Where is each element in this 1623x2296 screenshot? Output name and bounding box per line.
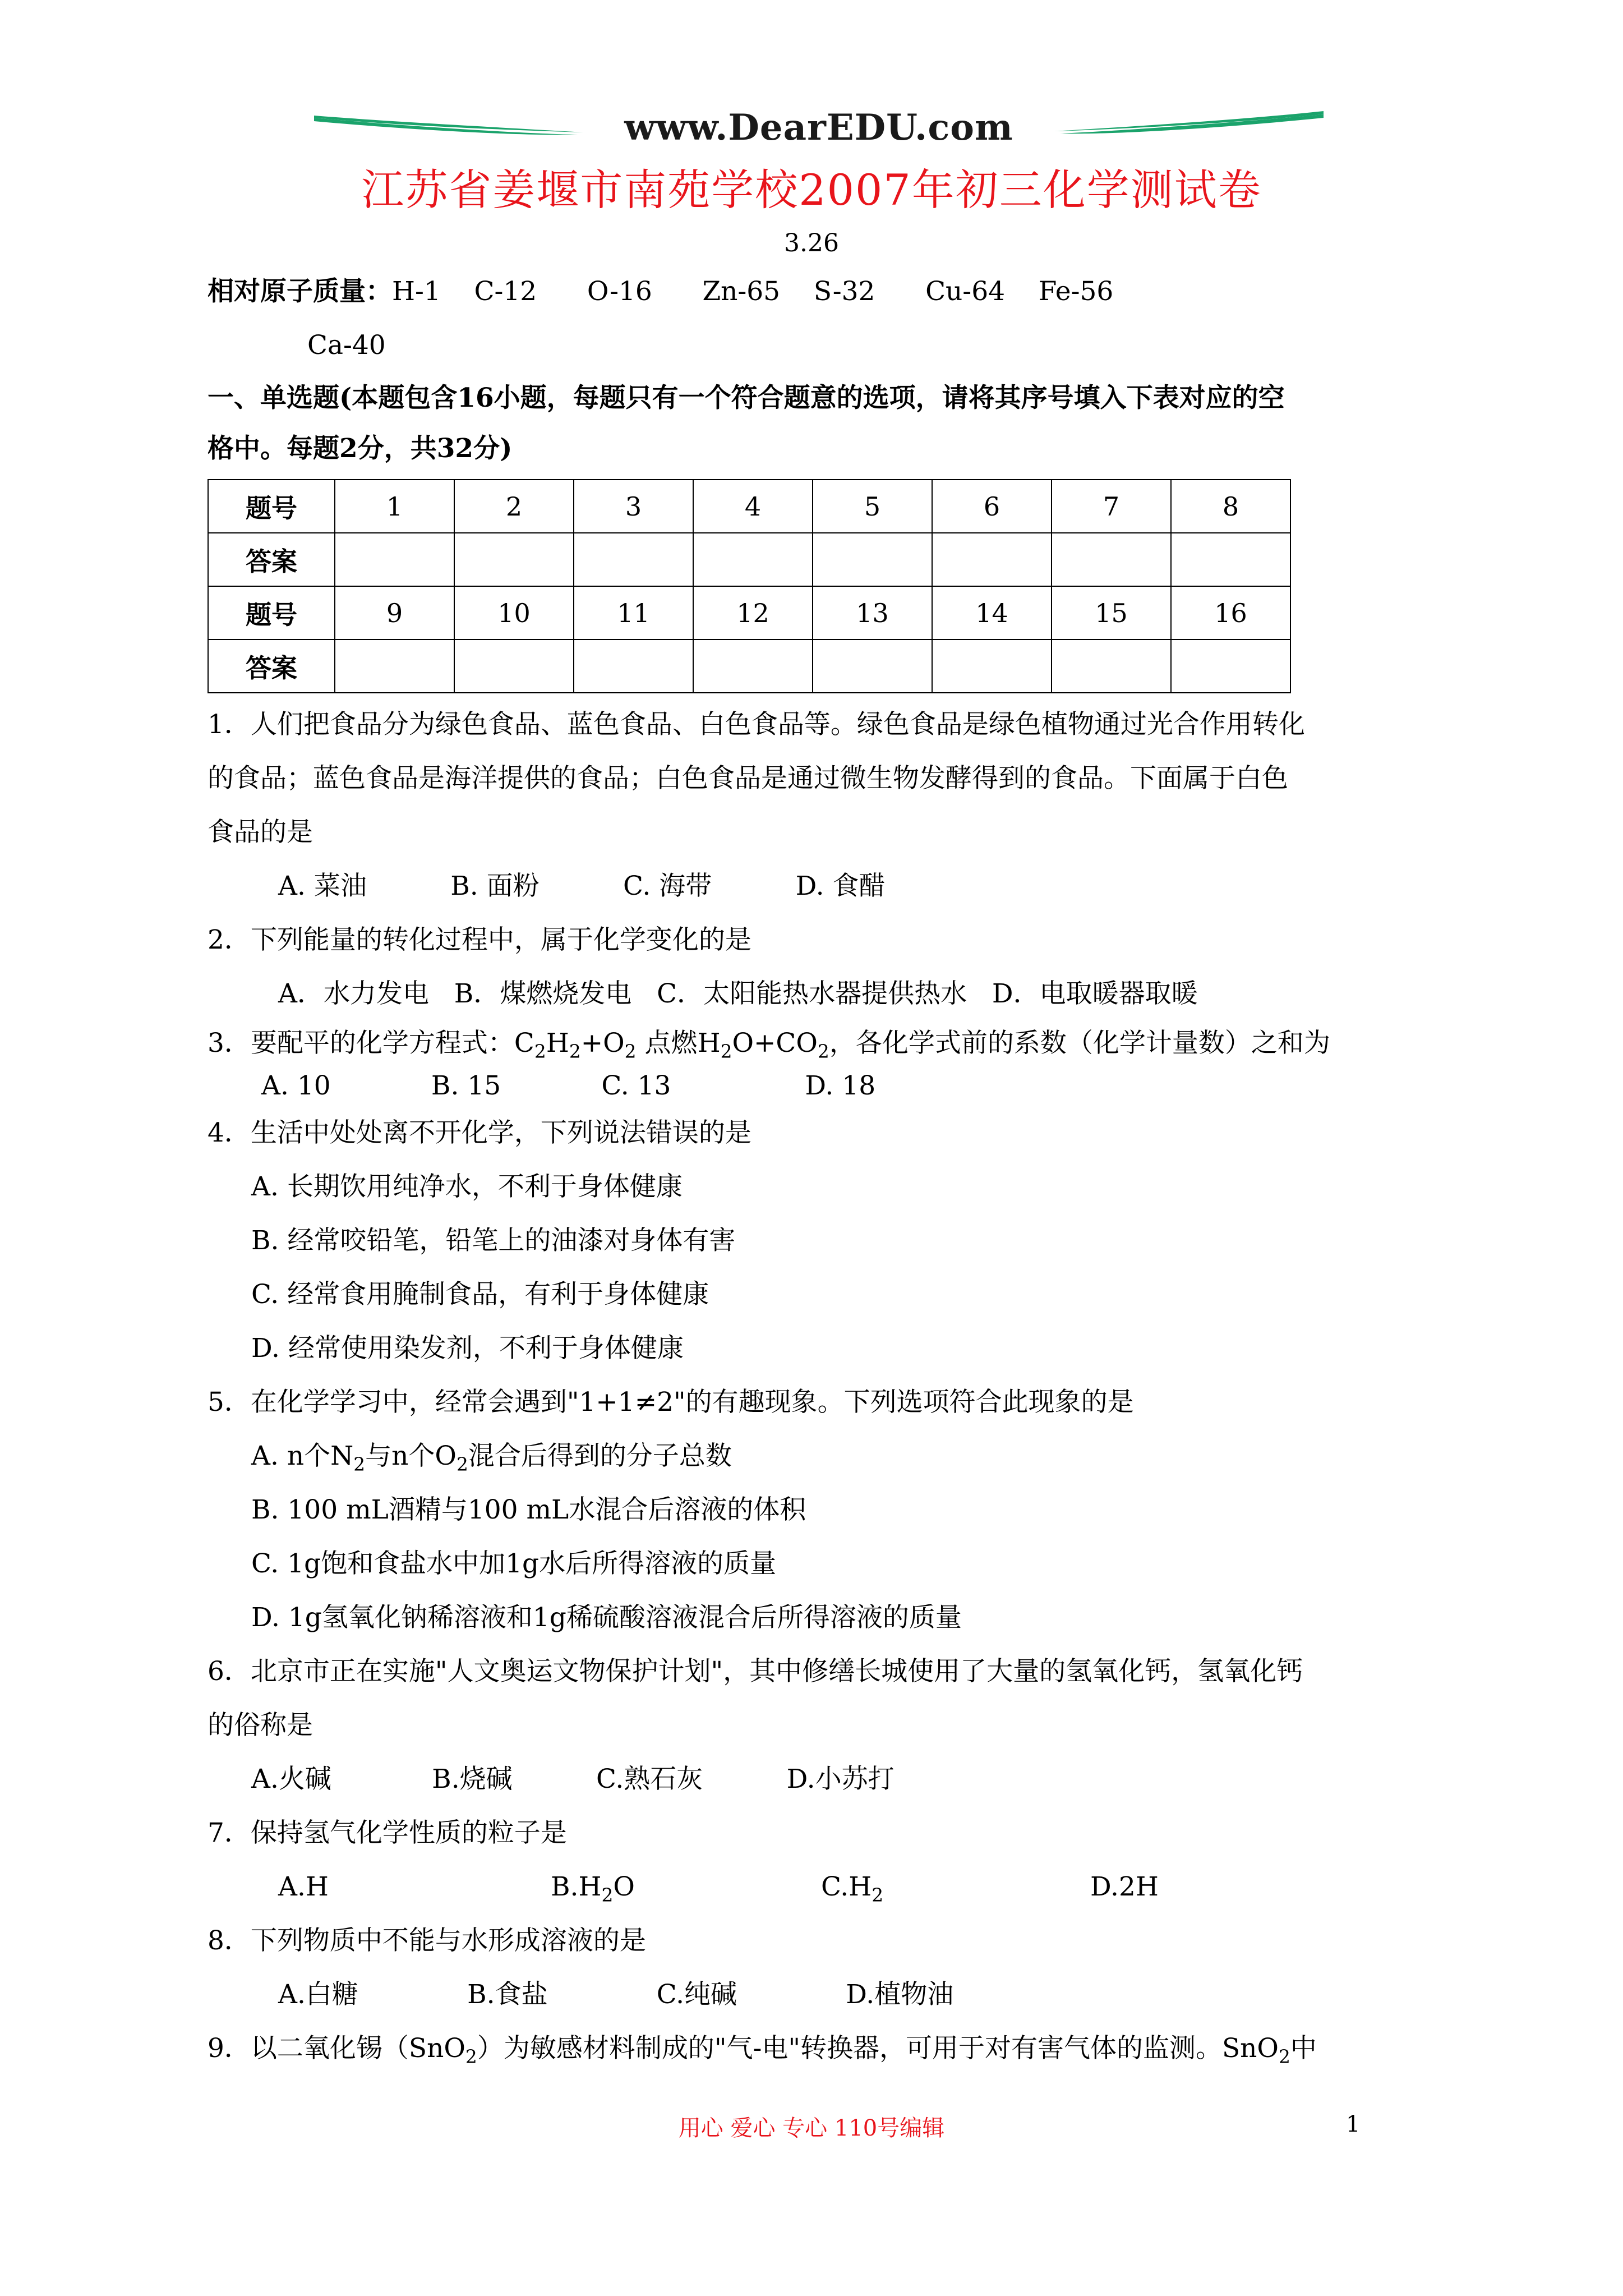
atomic-mass-item: H-1 (392, 276, 441, 307)
question-number-cell: 8 (1171, 480, 1290, 533)
banner-url: www.DearEDU.com (624, 107, 1013, 149)
answer-table (208, 479, 1291, 693)
question-1-text-cont: 食品的是 (208, 817, 313, 848)
answer-cell[interactable] (335, 639, 454, 693)
question-4-option-a: A. 长期饮用纯净水，不利于身体健康 (251, 1171, 683, 1202)
answer-cell[interactable] (693, 639, 813, 693)
question-1-text-cont: 的食品；蓝色食品是海洋提供的食品；白色食品是通过微生物发酵得到的食品。下面属于白色 (208, 763, 1288, 794)
answer-cell[interactable] (574, 639, 693, 693)
question-3-options: A. 10 B. 15 C. 13 D. 18 (261, 1070, 876, 1101)
question-number-cell: 11 (574, 586, 693, 639)
site-banner (314, 105, 1324, 150)
question-8-options: A.白糖 B.食盐 C.纯碱 D.植物油 (278, 1979, 954, 2010)
question-4-option-d: D. 经常使用染发剂，不利于身体健康 (251, 1333, 684, 1364)
question-number-cell: 1 (335, 480, 454, 533)
question-number-cell: 13 (813, 586, 932, 639)
answer-cell[interactable] (574, 533, 693, 586)
table-row (208, 480, 1290, 533)
table-header-cell: 答案 (208, 533, 335, 586)
answer-cell[interactable] (1171, 639, 1290, 693)
question-3-text: 3．要配平的化学方程式：$C_2H_2+O_2$ 点燃$H_2O+CO_2$，各化学式前的系数（化学计量数）之和为 (208, 1028, 1330, 1062)
answer-cell[interactable] (932, 639, 1052, 693)
table-row (208, 639, 1290, 693)
question-number-cell: 10 (454, 586, 574, 639)
question-2-options: A．水力发电 B．煤燃烧发电 C．太阳能热水器提供热水 D．电取暖器取暖 (278, 978, 1198, 1009)
question-6-text-cont: 的俗称是 (208, 1710, 313, 1741)
question-number-cell: 2 (454, 480, 574, 533)
question-number-cell: 12 (693, 586, 813, 639)
exam-date: 3.26 (784, 229, 839, 257)
answer-cell[interactable] (1052, 639, 1171, 693)
question-5-option-b: B. 100 mL酒精与100 mL水混合后溶液的体积 (251, 1494, 806, 1525)
table-row (208, 586, 1290, 639)
question-number-cell: 9 (335, 586, 454, 639)
section-heading: 一、单选题(本题包含16小题，每题只有一个符合题意的选项，请将其序号填入下表对应的空 (208, 383, 1285, 413)
atomic-mass-item: S-32 (813, 276, 875, 307)
question-5-option-a: A. n个$N_2$与n个$O_2$混合后得到的分子总数 (251, 1441, 732, 1475)
page-number: 1 (1346, 2111, 1361, 2137)
question-5-option-c: C. 1g饱和食盐水中加1g水后所得溶液的质量 (251, 1548, 777, 1579)
atomic-mass-item: C-12 (474, 276, 537, 307)
question-number-cell: 5 (813, 480, 932, 533)
question-7-option-d: D.2H (1090, 1871, 1159, 1902)
atomic-masses (208, 275, 1113, 309)
question-4-option-b: B. 经常咬铅笔，铅笔上的油漆对身体有害 (251, 1225, 736, 1256)
answer-cell[interactable] (454, 533, 574, 586)
question-1-options: A. 菜油 B. 面粉 C. 海带 D. 食醋 (278, 871, 886, 901)
atomic-mass-item: Ca-40 (307, 330, 386, 361)
question-7-text: 7．保持氢气化学性质的粒子是 (208, 1818, 567, 1848)
answer-cell[interactable] (1052, 533, 1171, 586)
question-number-cell: 7 (1052, 480, 1171, 533)
question-7-option-a: A.H (278, 1871, 329, 1902)
answer-cell[interactable] (454, 639, 574, 693)
question-2-text: 2．下列能量的转化过程中，属于化学变化的是 (208, 924, 751, 955)
question-number-cell: 16 (1171, 586, 1290, 639)
question-6-text: 6．北京市正在实施"人文奥运文物保护计划"，其中修缮长城使用了大量的氢氧化钙，氢氧化钙 (208, 1656, 1303, 1687)
answer-cell[interactable] (813, 639, 932, 693)
answer-cell[interactable] (693, 533, 813, 586)
question-6-options: A.火碱 B.烧碱 C.熟石灰 D.小苏打 (251, 1764, 895, 1795)
question-4-option-c: C. 经常食用腌制食品，有利于身体健康 (251, 1279, 709, 1310)
question-5-option-d: D. 1g氢氧化钠稀溶液和1g稀硫酸溶液混合后所得溶液的质量 (251, 1602, 962, 1633)
question-number-cell: 4 (693, 480, 813, 533)
atomic-mass-item: Fe-56 (1038, 276, 1114, 307)
answer-cell[interactable] (1171, 533, 1290, 586)
page-title: 江苏省姜堰市南苑学校2007年初三化学测试卷 (361, 165, 1262, 215)
question-9-text: 9．以二氧化锡（SnO$_2$）为敏感材料制成的"气-电"转换器，可用于对有害气体的监测。SnO$_2$中 (208, 2033, 1317, 2068)
table-header-cell: 题号 (208, 586, 335, 639)
section-heading-cont: 格中。每题2分，共32分) (208, 433, 513, 464)
question-5-text: 5．在化学学习中，经常会遇到"1+1≠2"的有趣现象。下列选项符合此现象的是 (208, 1387, 1134, 1418)
table-header-cell: 题号 (208, 480, 335, 533)
question-number-cell: 15 (1052, 586, 1171, 639)
question-number-cell: 3 (574, 480, 693, 533)
question-number-cell: 14 (932, 586, 1052, 639)
page-footer: 用心 爱心 专心 110号编辑 (678, 2115, 945, 2141)
answer-cell[interactable] (932, 533, 1052, 586)
table-row (208, 533, 1290, 586)
answer-cell[interactable] (335, 533, 454, 586)
question-8-text: 8．下列物质中不能与水形成溶液的是 (208, 1925, 646, 1956)
question-number-cell: 6 (932, 480, 1052, 533)
question-7-option-c: $C.H_2$ (821, 1871, 884, 1906)
answer-cell[interactable] (813, 533, 932, 586)
atomic-mass-item: O-16 (587, 276, 652, 307)
question-7-option-b: $B.H_2O$ (551, 1871, 635, 1906)
atomic-mass-item: Cu-64 (925, 276, 1005, 307)
atomic-mass-item: Zn-65 (702, 276, 781, 307)
table-header-cell: 答案 (208, 639, 335, 693)
question-1-text: 1．人们把食品分为绿色食品、蓝色食品、白色食品等。绿色食品是绿色植物通过光合作用转化 (208, 709, 1305, 740)
atomic-masses-label: 相对原子质量： (208, 276, 392, 307)
question-4-text: 4．生活中处处离不开化学，下列说法错误的是 (208, 1117, 751, 1148)
